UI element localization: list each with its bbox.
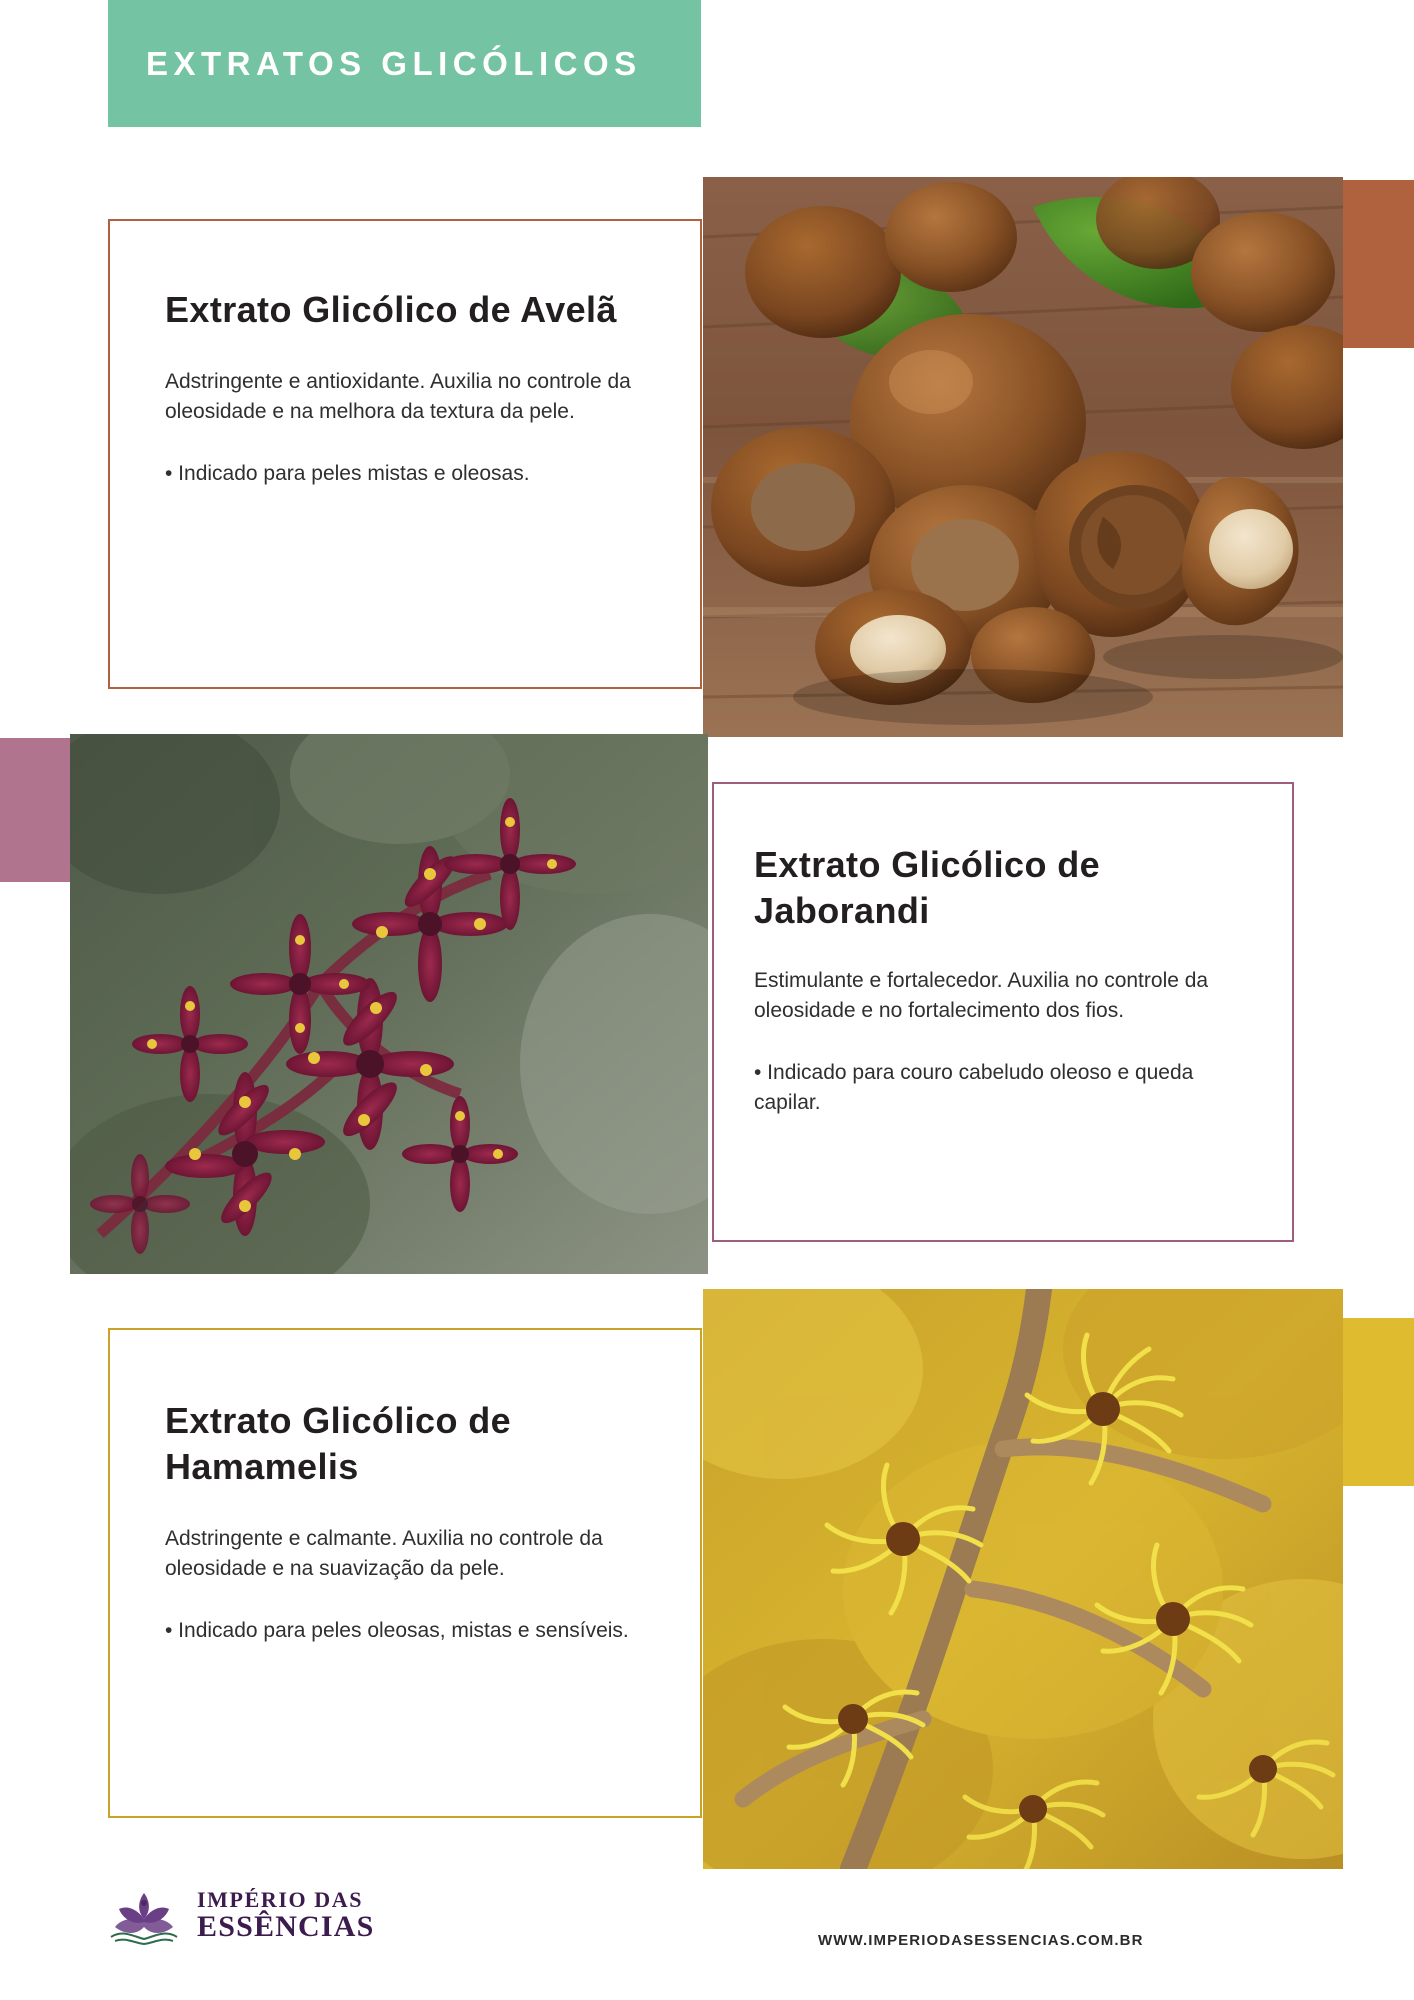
photo-hamamelis-image bbox=[703, 1289, 1343, 1869]
card-hamamelis bbox=[108, 1328, 702, 1818]
header-band bbox=[108, 0, 701, 127]
card-hamamelis-bullet: • Indicado para peles oleosas, mistas e sensíveis. bbox=[165, 1619, 629, 1643]
photo-hamamelis bbox=[703, 1289, 1343, 1869]
card-avela-description: Adstringente e antioxidante. Auxilia no controle da oleosidade e na melhora da textura da pele. bbox=[165, 370, 631, 424]
card-avela-bullet: • Indicado para peles mistas e oleosas. bbox=[165, 462, 530, 486]
photo-avela-image bbox=[703, 177, 1343, 737]
card-jaborandi-bullet: • Indicado para couro cabeludo oleoso e queda capilar. bbox=[754, 1061, 1194, 1115]
accent-block-mauve bbox=[0, 738, 76, 882]
page-title: EXTRATOS GLICÓLICOS bbox=[146, 44, 642, 82]
card-jaborandi-description: Estimulante e fortalecedor. Auxilia no controle da oleosidade e no fortalecimento dos fios. bbox=[754, 969, 1209, 1023]
card-avela bbox=[108, 219, 702, 689]
card-jaborandi-title: Extrato Glicólico de Jaborandi bbox=[754, 844, 1101, 932]
photo-jaborandi-image bbox=[70, 734, 708, 1274]
accent-block-brown bbox=[1338, 180, 1414, 348]
brand-line-1: IMPÉRIO DAS bbox=[197, 1886, 364, 1912]
accent-block-yellow bbox=[1338, 1318, 1414, 1486]
card-hamamelis-description: Adstringente e calmante. Auxilia no controle da oleosidade e na suavização da pele. bbox=[165, 1527, 603, 1581]
photo-jaborandi bbox=[70, 734, 708, 1274]
brand-wordmark bbox=[197, 1888, 375, 1943]
card-avela-title: Extrato Glicólico de Avelã bbox=[165, 289, 617, 330]
card-hamamelis-title: Extrato Glicólico de Hamamelis bbox=[165, 1400, 512, 1488]
brand-line-2: ESSÊNCIAS bbox=[197, 1909, 375, 1943]
card-jaborandi bbox=[712, 782, 1294, 1242]
lotus-icon bbox=[105, 1879, 183, 1951]
photo-avela bbox=[703, 177, 1343, 737]
website-url[interactable]: WWW.IMPERIODASESSENCIAS.COM.BR bbox=[818, 1932, 1144, 1949]
brand-logo bbox=[105, 1876, 435, 1954]
